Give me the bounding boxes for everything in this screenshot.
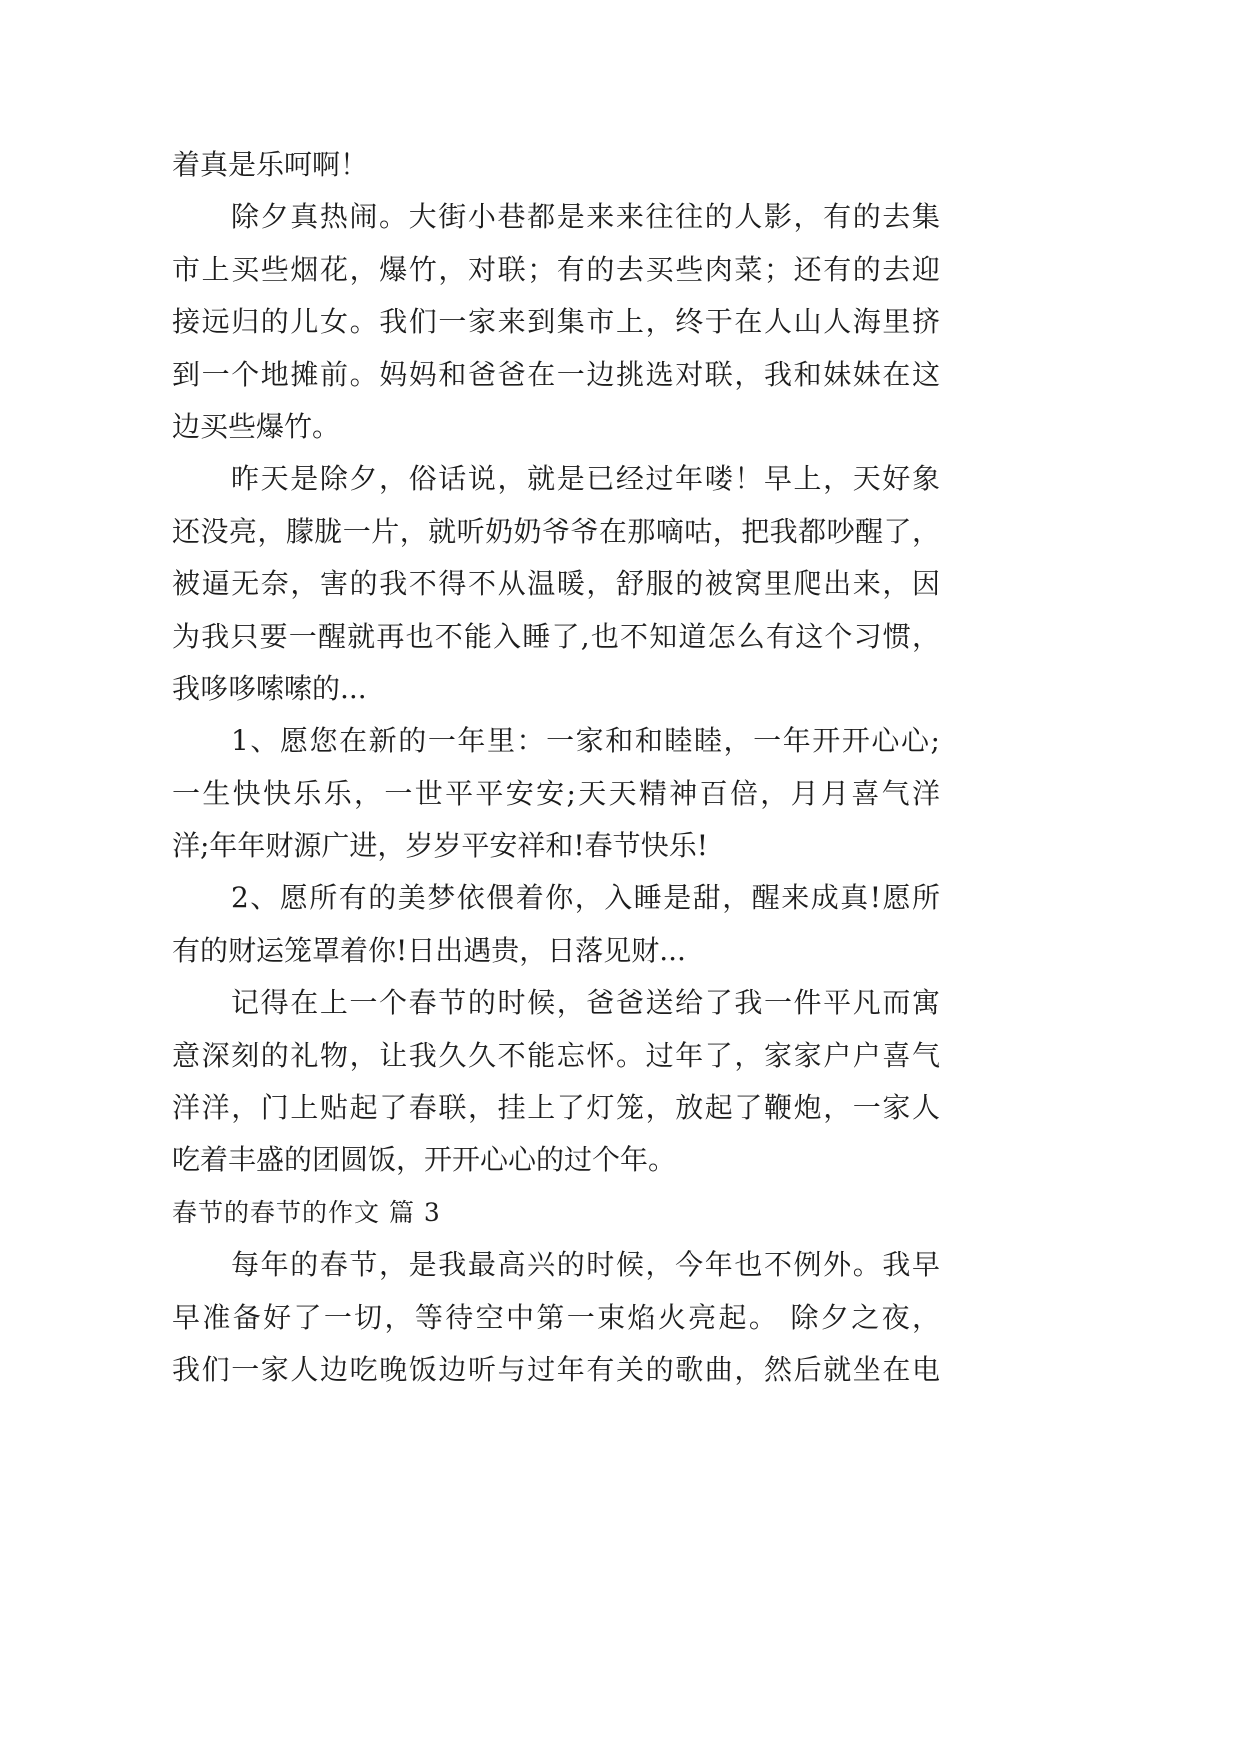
text-line: 到一个地摊前。妈妈和爸爸在一边挑选对联，我和妹妹在这: [172, 357, 940, 391]
text-line: 每年的春节，是我最高兴的时候，今年也不例外。我早: [231, 1248, 940, 1282]
paragraph: [172, 872, 940, 977]
text-line: 我哆哆嗦嗦的...: [172, 671, 367, 705]
text-line: 1、愿您在新的一年里：一家和和睦睦，一年开开心心;: [231, 724, 940, 758]
document-body: [172, 139, 940, 1396]
text-line: 接远归的儿女。我们一家来到集市上，终于在人山人海里挤: [172, 305, 940, 339]
text-line: 洋洋，门上贴起了春联，挂上了灯笼，放起了鞭炮，一家人: [172, 1091, 940, 1125]
text-line: 边买些爆竹。: [172, 409, 341, 443]
paragraph-continued: [172, 139, 940, 191]
text-line: 昨天是除夕，俗话说，就是已经过年喽！早上，天好象: [231, 462, 940, 496]
text-line: 意深刻的礼物，让我久久不能忘怀。过年了，家家户户喜气: [172, 1038, 940, 1072]
text-line: 吃着丰盛的团圆饭，开开心心的过个年。: [172, 1143, 677, 1177]
text-line: 一生快快乐乐，一世平平安安;天天精神百倍，月月喜气洋: [172, 776, 940, 810]
text-line: 我们一家人边吃晚饭边听与过年有关的歌曲，然后就坐在电: [172, 1352, 940, 1386]
paragraph: [172, 1239, 940, 1396]
paragraph: [172, 191, 940, 453]
paragraph: [172, 453, 940, 715]
text-line: 早准备好了一切，等待空中第一束焰火亮起。 除夕之夜，: [172, 1300, 940, 1334]
section-heading: 春节的春节的作文 篇 3: [172, 1197, 441, 1227]
paragraph: [172, 977, 940, 1187]
paragraph: [172, 715, 940, 872]
text-line: 为我只要一醒就再也不能入睡了,也不知道怎么有这个习惯，: [172, 619, 940, 653]
text-line: 着真是乐呵啊！: [172, 148, 369, 181]
text-line: 有的财运笼罩着你!日出遇贵，日落见财...: [172, 933, 686, 967]
text-line: 记得在上一个春节的时候，爸爸送给了我一件平凡而寓: [231, 986, 940, 1020]
text-line: 除夕真热闹。大街小巷都是来来往往的人影，有的去集: [231, 200, 940, 234]
text-line: 还没亮，朦胧一片，就听奶奶爷爷在那嘀咕，把我都吵醒了，: [172, 514, 940, 548]
text-line: 被逼无奈，害的我不得不从温暖，舒服的被窝里爬出来，因: [172, 567, 940, 601]
text-line: 市上买些烟花，爆竹，对联；有的去买些肉菜；还有的去迎: [172, 252, 940, 286]
text-line: 2、愿所有的美梦依偎着你，入睡是甜，醒来成真!愿所: [231, 881, 940, 915]
text-line: 洋;年年财源广进，岁岁平安祥和!春节快乐!: [172, 829, 708, 863]
